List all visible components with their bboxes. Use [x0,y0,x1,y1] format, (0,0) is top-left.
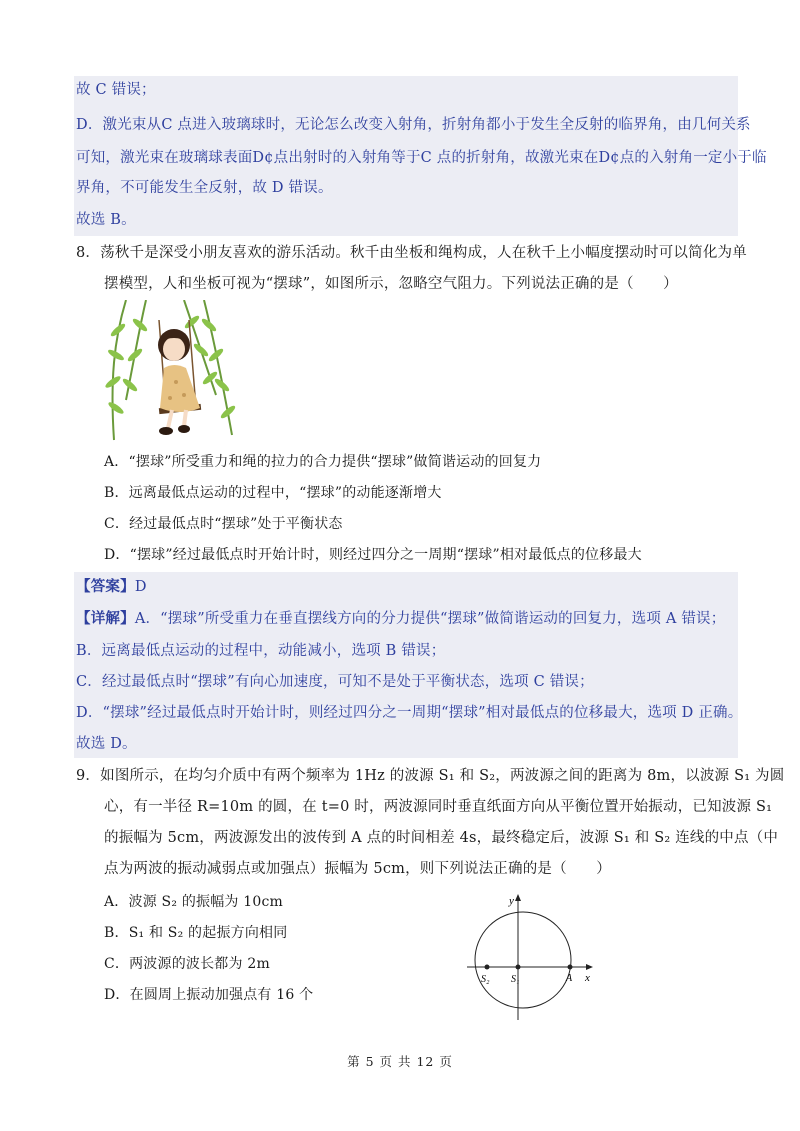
detail-line [76,609,725,629]
question-9-option-b: B．S₁ 和 S₂ 的起振方向相同 [104,925,288,941]
answer-line: 故选 B。 [76,212,136,228]
s2-label: S₂ [481,974,490,985]
a-label: A [566,973,573,984]
x-axis-arrow [586,964,593,970]
x-axis-label: x [585,972,590,984]
question-9-option-c: C．两波源的波长都为 2m [104,956,270,972]
page-footer: 第 5 页 共 12 页 [347,1054,453,1069]
question-8-answer-band [74,572,738,758]
y-axis-label: y [509,895,514,907]
wave-source-circle-diagram [465,892,601,1022]
question-9-option-a: A．波源 S₂ 的振幅为 10cm [104,894,283,910]
y-axis-arrow [515,894,521,901]
s2-point [485,965,490,970]
answer-line: 可知，激光束在玻璃球表面D¢点出射时的入射角等于C 点的折射角，故激光束在D¢点的入射角一定小于临 [76,150,767,166]
question-9-stem: 9．如图所示，在均匀介质中有两个频率为 1Hz 的波源 S₁ 和 S₂，两波源之间的距离为 8m，以波源 S₁ 为圆 [76,768,785,784]
question-9-stem: 点为两波的振动减弱点或加强点）振幅为 5cm，则下列说法正确的是（ ） [104,861,611,877]
answer-tag: 【答案】 [76,578,135,595]
answer-line: D．激光束从C 点进入玻璃球时，无论怎么改变入射角，折射角都小于发生全反射的临界角，由几何关系 [76,117,751,133]
question-8-option-b: B．远离最低点运动的过程中，“摆球”的动能逐渐增大 [104,485,442,501]
radius-circle [475,912,571,1008]
detail-tag: 【详解】 [76,610,135,627]
a-point [568,965,573,970]
answer-line [76,577,147,597]
detail-line: C．经过最低点时“摆球”有向心加速度，可知不是处于平衡状态，选项 C 错误； [76,674,594,690]
question-8-option-a: A．“摆球”所受重力和绳的拉力的合力提供“摆球”做简谐运动的回复力 [104,454,542,470]
question-9-option-d: D．在圆周上振动加强点有 16 个 [104,987,314,1003]
swing-girl-illustration [104,300,241,441]
question-8-stem: 8．荡秋千是深受小朋友喜欢的游乐活动。秋千由坐板和绳构成，人在秋千上小幅度摆动时可以简化为单 [76,245,747,261]
answer-value: D [134,579,147,595]
detail-line: D．“摆球”经过最低点时开始计时，则经过四分之一周期“摆球”相对最低点的位移最大，选项 D 正确。 [76,705,743,721]
detail-line: 故选 D。 [76,736,137,752]
detail-line: B．远离最低点运动的过程中，动能减小，选项 B 错误； [76,643,446,659]
question-9-stem: 心，有一半径 R=10m 的圆，在 t=0 时，两波源同时垂直纸面方向从平衡位置开始振动，已知波源 S₁ [104,799,773,815]
answer-line: 界角，不可能发生全反射，故 D 错误。 [76,180,333,196]
detail-text: A．“摆球”所受重力在垂直摆线方向的分力提供“摆球”做简谐运动的回复力，选项 A 错误； [134,611,726,627]
question-9-stem: 的振幅为 5cm，两波源发出的波传到 A 点的时间相差 4s，最终稳定后，波源 S₁ 和 S₂ 连线的中点（中 [104,830,779,846]
s1-point [516,965,521,970]
question-8-stem: 摆模型，人和坐板可视为“摆球”，如图所示，忽略空气阻力。下列说法正确的是（ ） [104,276,678,292]
question-8-option-c: C．经过最低点时“摆球”处于平衡状态 [104,516,343,532]
question-8-option-d: D．“摆球”经过最低点时开始计时，则经过四分之一周期“摆球”相对最低点的位移最大 [104,547,642,563]
s1-label: S₁ [511,974,520,985]
answer-line: 故 C 错误； [76,82,156,98]
